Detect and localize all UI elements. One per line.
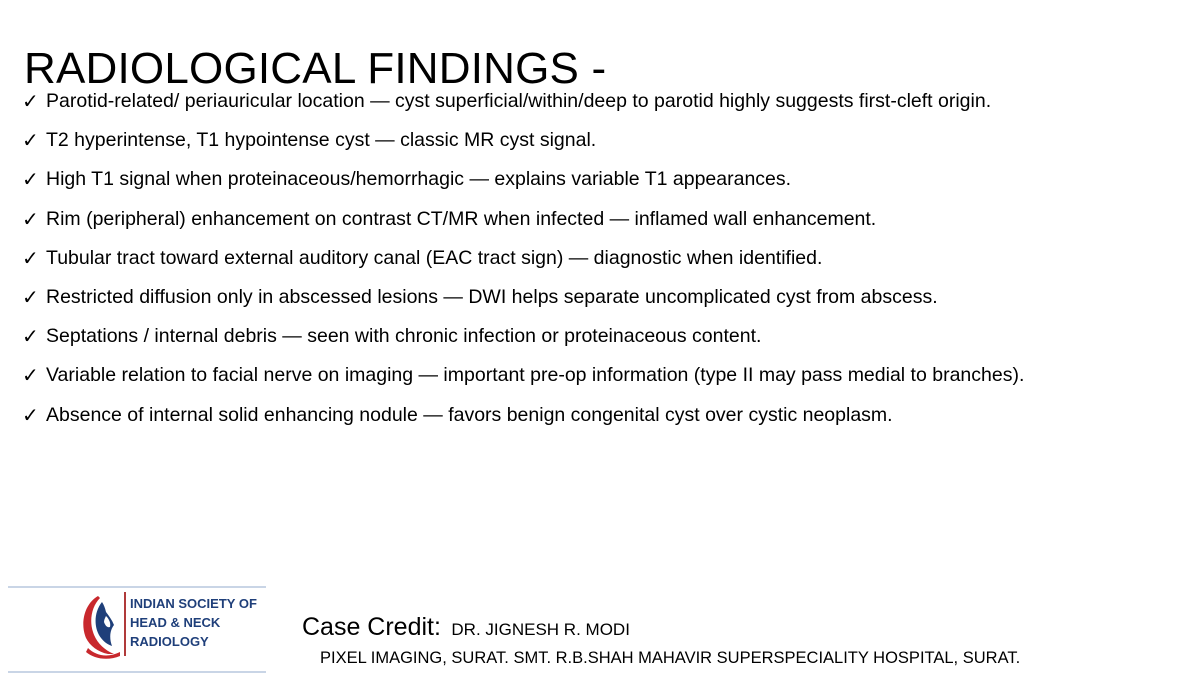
checkmark-icon: ✓ (22, 324, 39, 349)
checkmark-icon: ✓ (22, 402, 39, 427)
credit-label: Case Credit: (302, 613, 441, 641)
finding-item (22, 362, 1172, 388)
finding-text: High T1 signal when proteinaceous/hemorrhagic — explains variable T1 appearances. (46, 168, 792, 191)
finding-item (22, 284, 1172, 310)
checkmark-icon: ✓ (22, 284, 39, 309)
finding-text: Tubular tract toward external auditory canal (EAC tract sign) — diagnostic when identified. (46, 246, 823, 269)
finding-text: Parotid-related/ periauricular location — cyst superficial/within/deep to parotid highly suggests first-cleft origin. (46, 90, 992, 112)
finding-text: Septations / internal debris — seen with chronic infection or proteinaceous content. (46, 325, 762, 348)
checkmark-icon: ✓ (22, 89, 39, 113)
finding-item (22, 88, 1172, 114)
case-credit (302, 612, 630, 646)
finding-text: T2 hyperintense, T1 hypointense cyst — classic MR cyst signal. (46, 129, 597, 152)
footer-divider-top (8, 586, 266, 588)
org-name-line: RADIOLOGY (130, 634, 209, 649)
finding-item (22, 323, 1172, 349)
org-name (130, 594, 257, 651)
checkmark-icon: ✓ (22, 206, 39, 231)
findings-list (22, 88, 1172, 441)
finding-text: Rim (peripheral) enhancement on contrast CT/MR when infected — inflamed wall enhancement. (46, 207, 877, 230)
finding-text: Restricted diffusion only in abscessed lesions — DWI helps separate uncomplicated cyst from abscess. (46, 285, 938, 308)
org-name-line: INDIAN SOCIETY OF (130, 596, 257, 611)
credit-name: DR. JIGNESH R. MODI (451, 620, 630, 639)
logo-divider (124, 592, 126, 656)
finding-item (22, 402, 1172, 428)
checkmark-icon: ✓ (22, 128, 39, 153)
isnr-logo-icon (76, 590, 122, 662)
finding-item (22, 166, 1172, 192)
credit-affiliation: PIXEL IMAGING, SURAT. SMT. R.B.SHAH MAHAVIR SUPERSPECIALITY HOSPITAL, SURAT. (320, 649, 1021, 667)
footer-divider-bottom (8, 671, 266, 673)
finding-item (22, 245, 1172, 271)
org-name-line: HEAD & NECK (130, 615, 221, 630)
finding-item (22, 127, 1172, 153)
checkmark-icon: ✓ (22, 245, 39, 270)
slide-title: RADIOLOGICAL FINDINGS - (24, 44, 607, 94)
finding-item (22, 206, 1172, 232)
finding-text: Variable relation to facial nerve on imaging — important pre-op information (type II may pass medial to branches). (46, 364, 1025, 387)
checkmark-icon: ✓ (22, 167, 39, 192)
checkmark-icon: ✓ (22, 363, 39, 388)
finding-text: Absence of internal solid enhancing nodule — favors benign congenital cyst over cystic neoplasm. (46, 403, 893, 426)
